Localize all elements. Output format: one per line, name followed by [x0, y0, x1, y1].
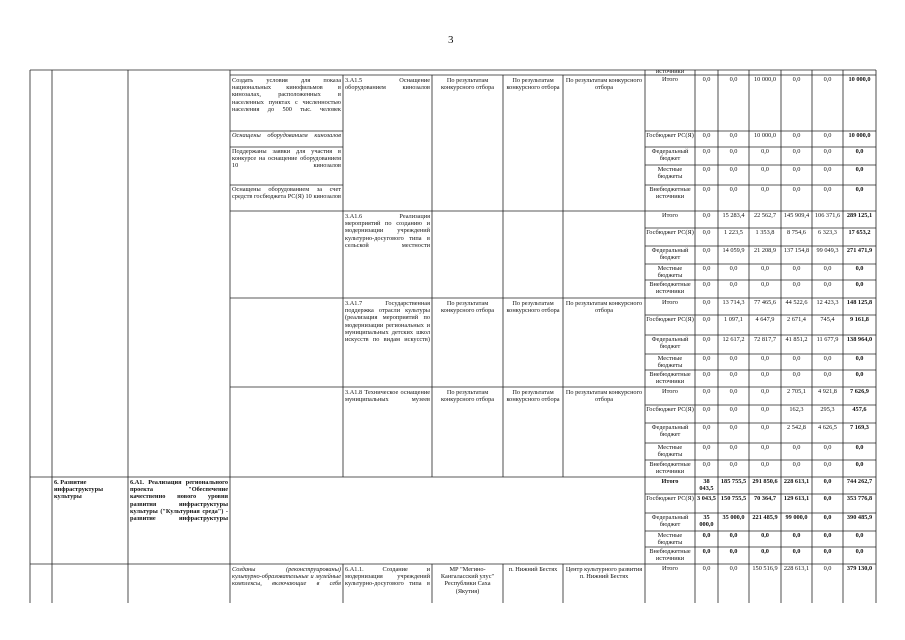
funding-value: 228 613,1	[783, 565, 810, 572]
executor-text: МР "Мегино-Кангаласский улус" Республики Саха (Якутия)	[440, 566, 495, 595]
funding-value: 0,0	[729, 406, 738, 413]
activity-name: 3.A1.8 Техническое оснащение муниципальных музеев	[345, 389, 430, 404]
funding-source-label: Федеральный бюджет	[651, 148, 689, 163]
funding-value: 0,0	[702, 532, 711, 539]
funding-value: 0,0	[792, 281, 801, 288]
goal-text: Создать условия для показа национальных кинофильмов в кинозалах, расположенных в населенных пунктах с численностью населения до 500 тыс. человек	[232, 77, 341, 113]
funding-value: 6 323,3	[818, 229, 837, 236]
funding-source-label: Итого	[662, 565, 678, 572]
funding-value: 15 283,4	[722, 212, 745, 219]
funding-value: 1 097,1	[724, 316, 743, 323]
funding-source-label: Федеральный бюджет	[651, 424, 689, 439]
funding-source-label: Федеральный бюджет	[651, 247, 689, 262]
funding-value: 0,0	[792, 76, 801, 83]
funding-source-label: Госбюджет РС(Я)	[646, 495, 694, 502]
funding-value: 10 000,0	[753, 132, 777, 139]
funding-value: 0,0	[823, 461, 832, 468]
funding-value: 22 562,7	[753, 212, 777, 219]
funding-value: 41 851,2	[785, 336, 808, 343]
funding-value: 0,0	[792, 532, 801, 539]
funding-value: 0,0	[729, 388, 738, 395]
funding-value: 0,0	[702, 371, 711, 378]
funding-value: 2 705,1	[787, 388, 806, 395]
funding-value: 0,0	[702, 316, 711, 323]
funding-value: 0,0	[761, 355, 769, 362]
funding-source-label: Внебюджетные источники	[649, 371, 691, 386]
funding-total: 0,0	[855, 265, 864, 272]
funding-value: 0,0	[823, 76, 832, 83]
funding-value: 0,0	[792, 148, 801, 155]
funding-value: 291 850,6	[752, 478, 778, 485]
section-title: 6. Развитие инфраструктуры культуры	[54, 479, 104, 501]
project-title: 6.А1. Реализация регионального проекта "Обеспечение качественно нового уровня развития инфраструктуры культуры ("Культурная среда") - развитие инфраструктуры	[130, 479, 228, 523]
funding-value: 10 000,0	[753, 76, 777, 83]
funding-value: 0,0	[702, 212, 711, 219]
funding-value: 0,0	[702, 281, 711, 288]
funding-value: 4 921,8	[818, 388, 837, 395]
funding-value: 0,0	[729, 424, 738, 431]
funding-source-label: Местные бюджеты	[657, 166, 683, 181]
funding-value: 0,0	[761, 265, 769, 272]
funding-value: 0,0	[792, 132, 801, 139]
activity-name: 3.A1.5 Оснащение оборудованием кинозалов	[345, 77, 430, 92]
funding-total: 271 471,9	[846, 247, 873, 254]
result-text: Оснащены оборудованием за счет средств госбюджета РС(Я) 10 кинозалов	[232, 186, 341, 201]
funding-source-label: Госбюджет РС(Я)	[646, 229, 694, 236]
funding-value: 221 485,9	[752, 514, 778, 521]
recipient-text: По результатам конкурсного отбора	[565, 77, 643, 92]
funding-total: 0,0	[855, 461, 864, 468]
recipient-text: По результатам конкурсного отбора	[565, 389, 643, 404]
funding-value: 0,0	[761, 424, 769, 431]
funding-value: 0,0	[702, 565, 711, 572]
funding-value: 0,0	[702, 388, 711, 395]
funding-value: 21 208,9	[753, 247, 777, 254]
funding-source-label: Итого	[661, 478, 679, 485]
funding-value: 0,0	[702, 336, 711, 343]
place-text: По результатам конкурсного отбора	[506, 300, 560, 315]
funding-value: 228 613,1	[783, 478, 810, 485]
funding-value: 0,0	[761, 148, 769, 155]
executor-text: По результатам конкурсного отбора	[440, 77, 495, 92]
funding-value: 1 223,5	[724, 229, 743, 236]
funding-value: 70 364,7	[753, 495, 777, 502]
funding-total: 7 169,3	[850, 424, 869, 431]
funding-source-label: Местные бюджеты	[657, 265, 683, 280]
funding-value: 0,0	[702, 166, 711, 173]
funding-value: 0,0	[729, 371, 738, 378]
funding-value: 0,0	[823, 371, 832, 378]
funding-value: 0,0	[729, 265, 738, 272]
funding-value: 145 909,4	[783, 212, 810, 219]
funding-value: 295,3	[820, 406, 835, 413]
activity-name: 3.A1.7 Государственная поддержка отрасли культуры (реализация мероприятий по модернизации региональных и муниципальных детских школ искусств по видам искусств)	[345, 300, 430, 344]
funding-total: 0,0	[855, 281, 864, 288]
funding-value: 1 353,8	[755, 229, 775, 236]
funding-value: 150 755,5	[720, 495, 747, 502]
funding-value: 14 059,9	[722, 247, 745, 254]
funding-value: 0,0	[702, 299, 711, 306]
funding-value: 0,0	[702, 444, 711, 451]
funding-source-label: Внебюджетные источники	[649, 186, 691, 201]
funding-value: 0,0	[761, 532, 769, 539]
funding-value: 0,0	[823, 444, 832, 451]
funding-value: 0,0	[702, 424, 711, 431]
funding-total: 0,0	[855, 371, 864, 378]
funding-value: 0,0	[729, 281, 738, 288]
funding-value: 0,0	[729, 565, 738, 572]
funding-source-label: Итого	[662, 76, 678, 83]
funding-value: 0,0	[761, 371, 769, 378]
funding-total: 0,0	[855, 548, 864, 555]
funding-value: 0,0	[761, 461, 769, 468]
funding-value: 0,0	[823, 565, 832, 572]
funding-value: 0,0	[823, 265, 832, 272]
funding-value: 0,0	[823, 495, 832, 502]
funding-source-label: Местные бюджеты	[657, 532, 683, 547]
funding-value: 106 371,6	[814, 212, 841, 219]
funding-source-label: Госбюджет РС(Я)	[646, 406, 694, 413]
funding-value: 0,0	[702, 186, 711, 193]
funding-value: 0,0	[823, 166, 832, 173]
funding-value: 8 754,6	[787, 229, 806, 236]
funding-total: 744 262,7	[846, 478, 873, 485]
funding-total: 148 125,8	[846, 299, 873, 306]
funding-value: 0,0	[823, 148, 832, 155]
activity-name: 3.A1.6 Реализация мероприятий по созданию и модернизации учреждений культурно-досугового типа в сельской местности	[345, 213, 430, 249]
funding-value: 0,0	[792, 371, 801, 378]
funding-value: 0,0	[792, 548, 801, 555]
funding-value: 0,0	[823, 478, 832, 485]
funding-source-label: Местные бюджеты	[657, 355, 683, 370]
funding-value: 72 817,7	[753, 336, 777, 343]
funding-total: 9 161,8	[850, 316, 869, 323]
funding-value: 99 049,3	[816, 247, 839, 254]
funding-value: 150 516,9	[752, 565, 778, 572]
place-text: По результатам конкурсного отбора	[506, 389, 560, 404]
funding-value: 0,0	[702, 461, 711, 468]
funding-source-label: Федеральный бюджет	[651, 336, 689, 351]
funding-value: 0,0	[702, 148, 711, 155]
activity-name: 6.A1.1. Создание и модернизация учреждений культурно-досугового типа в	[345, 566, 430, 588]
funding-value: 2 542,8	[787, 424, 806, 431]
funding-value: 0,0	[729, 548, 738, 555]
funding-value: 0,0	[729, 355, 738, 362]
funding-total: 0,0	[855, 444, 864, 451]
funding-total: 379 130,0	[846, 565, 873, 572]
funding-total: 0,0	[855, 166, 864, 173]
funding-value: 35 000,0	[722, 514, 745, 521]
funding-total: 10 000,0	[848, 76, 871, 83]
funding-value: 4 647,9	[755, 316, 775, 323]
funding-value: 35 000,0	[699, 514, 714, 529]
funding-value: 0,0	[702, 247, 711, 254]
place-text: По результатам конкурсного отбора	[506, 77, 560, 92]
funding-value: 0,0	[702, 132, 711, 139]
funding-value: 0,0	[729, 76, 738, 83]
funding-value: 0,0	[729, 132, 738, 139]
result-text: Оснащены оборудованием кинозалов	[232, 132, 341, 139]
funding-value: 137 154,8	[783, 247, 810, 254]
funding-value: 13 714,3	[722, 299, 745, 306]
funding-value: 0,0	[729, 532, 738, 539]
funding-value: 129 613,1	[783, 495, 810, 502]
funding-value: 0,0	[729, 186, 738, 193]
funding-value: 0,0	[729, 444, 738, 451]
funding-total: 10 000,0	[848, 132, 871, 139]
funding-value: 0,0	[729, 148, 738, 155]
result-text: Созданы (реконструированы) культурно-образовательные и музейные комплексы, включающие в себя	[232, 566, 341, 588]
funding-source-label: Итого	[662, 388, 678, 395]
funding-value: 12 617,2	[722, 336, 745, 343]
funding-value: 3 043,5	[697, 495, 716, 502]
funding-value: 0,0	[792, 166, 801, 173]
funding-value: 2 671,4	[787, 316, 806, 323]
funding-value: 11 677,9	[816, 336, 839, 343]
funding-value: 0,0	[792, 186, 801, 193]
funding-total: 353 776,8	[846, 495, 873, 502]
recipient-text: По результатам конкурсного отбора	[565, 300, 643, 315]
result-text: Поддержаны заявки для участия в конкурсе на оснащение оборудованием 10 кинозалов	[232, 148, 341, 170]
recipient-text: Центр культурного развития п. Нижний Бестях	[565, 566, 643, 581]
funding-value: 99 000,0	[785, 514, 808, 521]
funding-value: 0,0	[702, 229, 711, 236]
funding-source-label: Внебюджетные источники	[649, 548, 691, 563]
funding-value: 0,0	[823, 548, 832, 555]
funding-total: 0,0	[855, 148, 864, 155]
funding-value: 0,0	[823, 532, 832, 539]
funding-total: 390 485,9	[846, 514, 873, 521]
funding-source-label: Местные бюджеты	[657, 444, 683, 459]
funding-value: 0,0	[823, 132, 832, 139]
funding-value: 0,0	[823, 281, 832, 288]
partial-source-label: источники	[655, 68, 685, 75]
funding-total: 0,0	[855, 186, 864, 193]
funding-value: 0,0	[702, 76, 711, 83]
funding-total: 0,0	[855, 532, 864, 539]
funding-source-label: Внебюджетные источники	[649, 281, 691, 296]
funding-value: 185 755,5	[720, 478, 747, 485]
funding-value: 44 522,6	[785, 299, 808, 306]
funding-value: 0,0	[702, 548, 711, 555]
funding-source-label: Итого	[662, 212, 678, 219]
funding-value: 0,0	[729, 461, 738, 468]
funding-value: 77 465,6	[753, 299, 777, 306]
funding-value: 12 423,3	[816, 299, 839, 306]
funding-value: 162,3	[789, 406, 804, 413]
funding-value: 0,0	[792, 265, 801, 272]
funding-value: 745,4	[820, 316, 835, 323]
funding-value: 0,0	[702, 406, 711, 413]
funding-total: 0,0	[855, 355, 864, 362]
funding-total: 138 964,0	[846, 336, 873, 343]
funding-value: 4 626,5	[818, 424, 837, 431]
funding-value: 0,0	[702, 265, 711, 272]
page-number: 3	[448, 34, 454, 46]
funding-source-label: Федеральный бюджет	[651, 514, 689, 529]
funding-value: 0,0	[761, 281, 769, 288]
funding-value: 0,0	[761, 406, 769, 413]
place-text: п. Нижний Бестях	[508, 566, 558, 573]
funding-value: 0,0	[823, 514, 832, 521]
funding-value: 0,0	[702, 355, 711, 362]
funding-value: 0,0	[761, 186, 769, 193]
funding-total: 7 626,9	[850, 388, 869, 395]
funding-value: 0,0	[761, 444, 769, 451]
funding-value: 0,0	[761, 548, 769, 555]
funding-value: 0,0	[761, 166, 769, 173]
funding-total: 457,6	[852, 406, 867, 413]
funding-source-label: Внебюджетные источники	[649, 461, 691, 476]
funding-total: 17 653,2	[848, 229, 871, 236]
funding-source-label: Госбюджет РС(Я)	[646, 316, 694, 323]
funding-value: 0,0	[792, 355, 801, 362]
funding-value: 0,0	[729, 166, 738, 173]
funding-source-label: Итого	[662, 299, 678, 306]
funding-value: 0,0	[792, 461, 801, 468]
funding-value: 0,0	[823, 186, 832, 193]
funding-value: 0,0	[823, 355, 832, 362]
funding-total: 289 125,1	[846, 212, 873, 219]
funding-value: 0,0	[761, 388, 769, 395]
funding-value: 0,0	[792, 444, 801, 451]
executor-text: По результатам конкурсного отбора	[440, 300, 495, 315]
funding-value: 38 043,5	[699, 478, 714, 493]
executor-text: По результатам конкурсного отбора	[440, 389, 495, 404]
funding-source-label: Госбюджет РС(Я)	[646, 132, 694, 139]
